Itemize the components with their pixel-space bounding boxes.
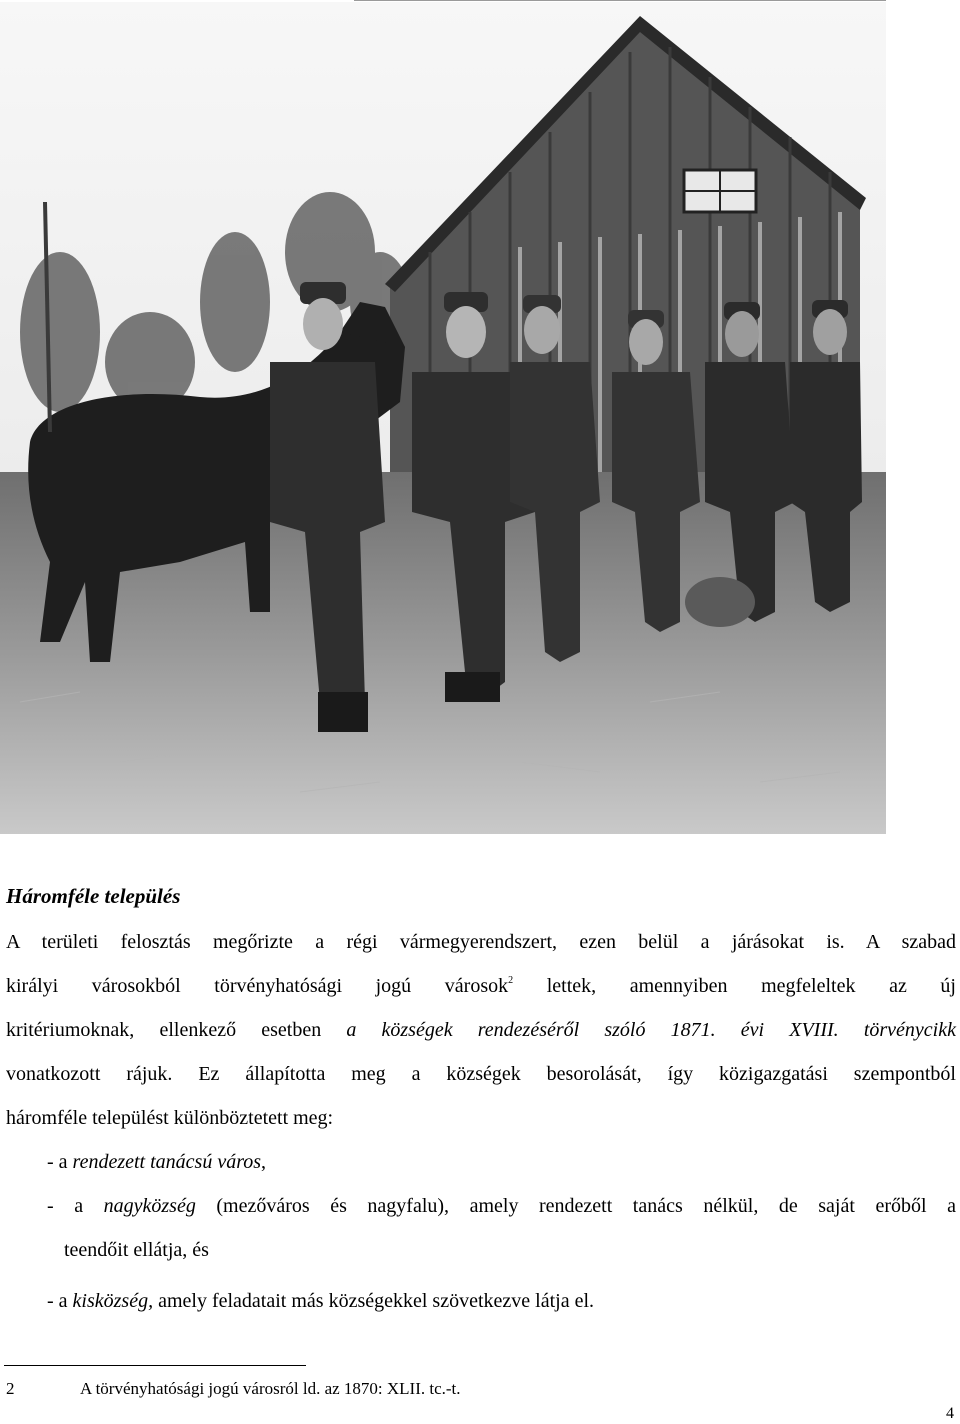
paragraph-line-5-text: háromféle települést különböztetett meg: [6,1107,334,1129]
list-item-2-term: nagyközség [103,1195,196,1217]
paragraph-line-4-text: vonatkozott rájuk. Ez állapította meg a községek besorolását, így közigazgatási szempontból [6,1063,956,1085]
list-item-1 [47,1147,266,1177]
list-item-2-prefix: - a [47,1195,104,1217]
top-rule [354,0,886,1]
list-item-2 [47,1191,956,1221]
paragraph-line-5 [6,1103,956,1133]
paragraph-line-3-start: kritériumoknak, ellenkező esetben [6,1019,347,1041]
footnote-number: 2 [6,1379,15,1398]
footnote-separator [4,1365,306,1366]
list-item-1-term: rendezett tanácsú város [72,1151,262,1173]
section-heading: Háromféle település [6,884,181,908]
footnote-reference[interactable]: 2 [508,975,514,986]
paragraph-line-4 [6,1059,956,1089]
list-item-2-continuation: teendőit ellátja, és [64,1239,209,1261]
list-item-3-suffix: amely feladatait más községekkel szövetkezve látja el. [153,1290,595,1312]
list-item-3-term: kisközség, [72,1290,154,1312]
list-item-1-prefix: - a [47,1151,73,1173]
list-item-2-suffix: (mezőváros és nagyfalu), amely rendezett tanács nélkül, de saját erőből a [195,1195,956,1217]
paragraph-line-1-text: A területi felosztás megőrizte a régi vármegyerendszert, ezen belül a járásokat is. A szabad [6,931,956,953]
historical-photo [0,2,886,834]
list-item-1-suffix: , [261,1151,267,1173]
paragraph-line-1 [6,927,956,957]
law-citation: a községek rendezéséről szóló 1871. évi XVIII. törvénycikk [346,1019,956,1041]
list-item-3 [47,1286,594,1316]
paragraph-line-2-end: lettek, amennyiben megfeleltek az új [513,975,956,997]
paragraph-line-2-start: királyi városokból törvényhatósági jogú városok [6,975,509,997]
page-number: 4 [946,1405,954,1422]
paragraph-line-2 [6,971,956,1001]
paragraph-line-3 [6,1015,956,1045]
list-item-3-prefix: - a [47,1290,73,1312]
footnote-text: A törvényhatósági jogú városról ld. az 1870: XLII. tc.-t. [80,1379,461,1398]
footnote [6,1378,461,1400]
